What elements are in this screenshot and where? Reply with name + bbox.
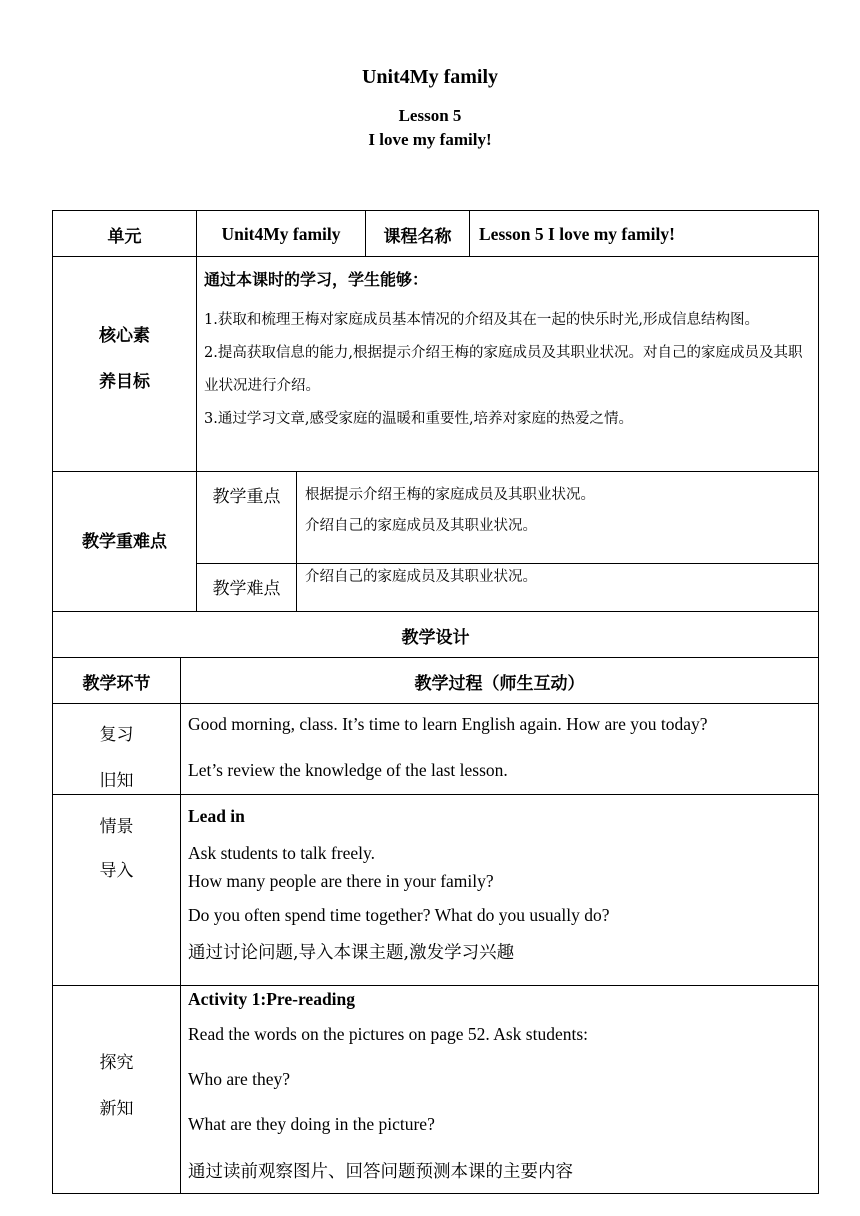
difficulty-content: 介绍自己的家庭成员及其职业状况。 [305, 569, 537, 585]
course-name-label: 课程名称 [383, 227, 452, 247]
objectives-intro: 通过本课时的学习，学生能够： [204, 270, 429, 289]
focus-label: 教学重点 [212, 487, 281, 507]
unit-value: Unit4My family [221, 224, 341, 244]
stage-column-header: 教学环节 [82, 674, 151, 694]
lesson-title: I love my family! [368, 130, 492, 149]
stage-lead-in: 情景 导入 [99, 817, 134, 881]
difficulty-label: 教学难点 [212, 579, 281, 599]
objectives-label: 核心素 养目标 [99, 326, 150, 392]
explore-content: Activity 1:Pre-reading Read the words on the pictures on page 52. Ask students: Who are they? What are they doing in the picture? 通过读前观察图片、回答问题预测本课的主要内容 [188, 989, 589, 1182]
design-title: 教学设计 [401, 628, 470, 648]
unit-label: 单元 [107, 227, 142, 247]
lead-in-content: Lead in Ask students to talk freely. How many people are there in your family? Do you often spend time together? What do you usually do? 通过讨论问题,导入本课主题,激发学习兴趣 [188, 806, 610, 963]
course-name-value: Lesson 5 I love my family! [479, 224, 675, 244]
focus-content: 根据提示介绍王梅的家庭成员及其职业状况。 介绍自己的家庭成员及其职业状况。 [305, 487, 595, 534]
stage-review: 复习 旧知 [99, 725, 134, 791]
objective-item: 3.通过学习文章,感受家庭的温暖和重要性,培养对家庭的热爱之情。 [204, 411, 634, 427]
objective-item: 2.提高获取信息的能力,根据提示介绍王梅的家庭成员及其职业状况。对自己的家庭成员及其职业状况进行介绍。 [204, 345, 803, 394]
process-column-header: 教学过程（师生互动） [414, 674, 585, 694]
stage-explore: 探究 新知 [99, 1053, 134, 1119]
document-title: Unit4My family [361, 66, 499, 88]
key-points-label: 教学重难点 [82, 532, 167, 552]
objective-item: 1.获取和梳理王梅对家庭成员基本情况的介绍及其在一起的快乐时光,形成信息结构图。 [204, 312, 759, 328]
objectives-list [204, 304, 814, 436]
review-content: Good morning, class. It’s time to learn English again. How are you today? Let’s review the knowledge of the last lesson. [188, 714, 708, 780]
lesson-number: Lesson 5 [398, 106, 462, 125]
